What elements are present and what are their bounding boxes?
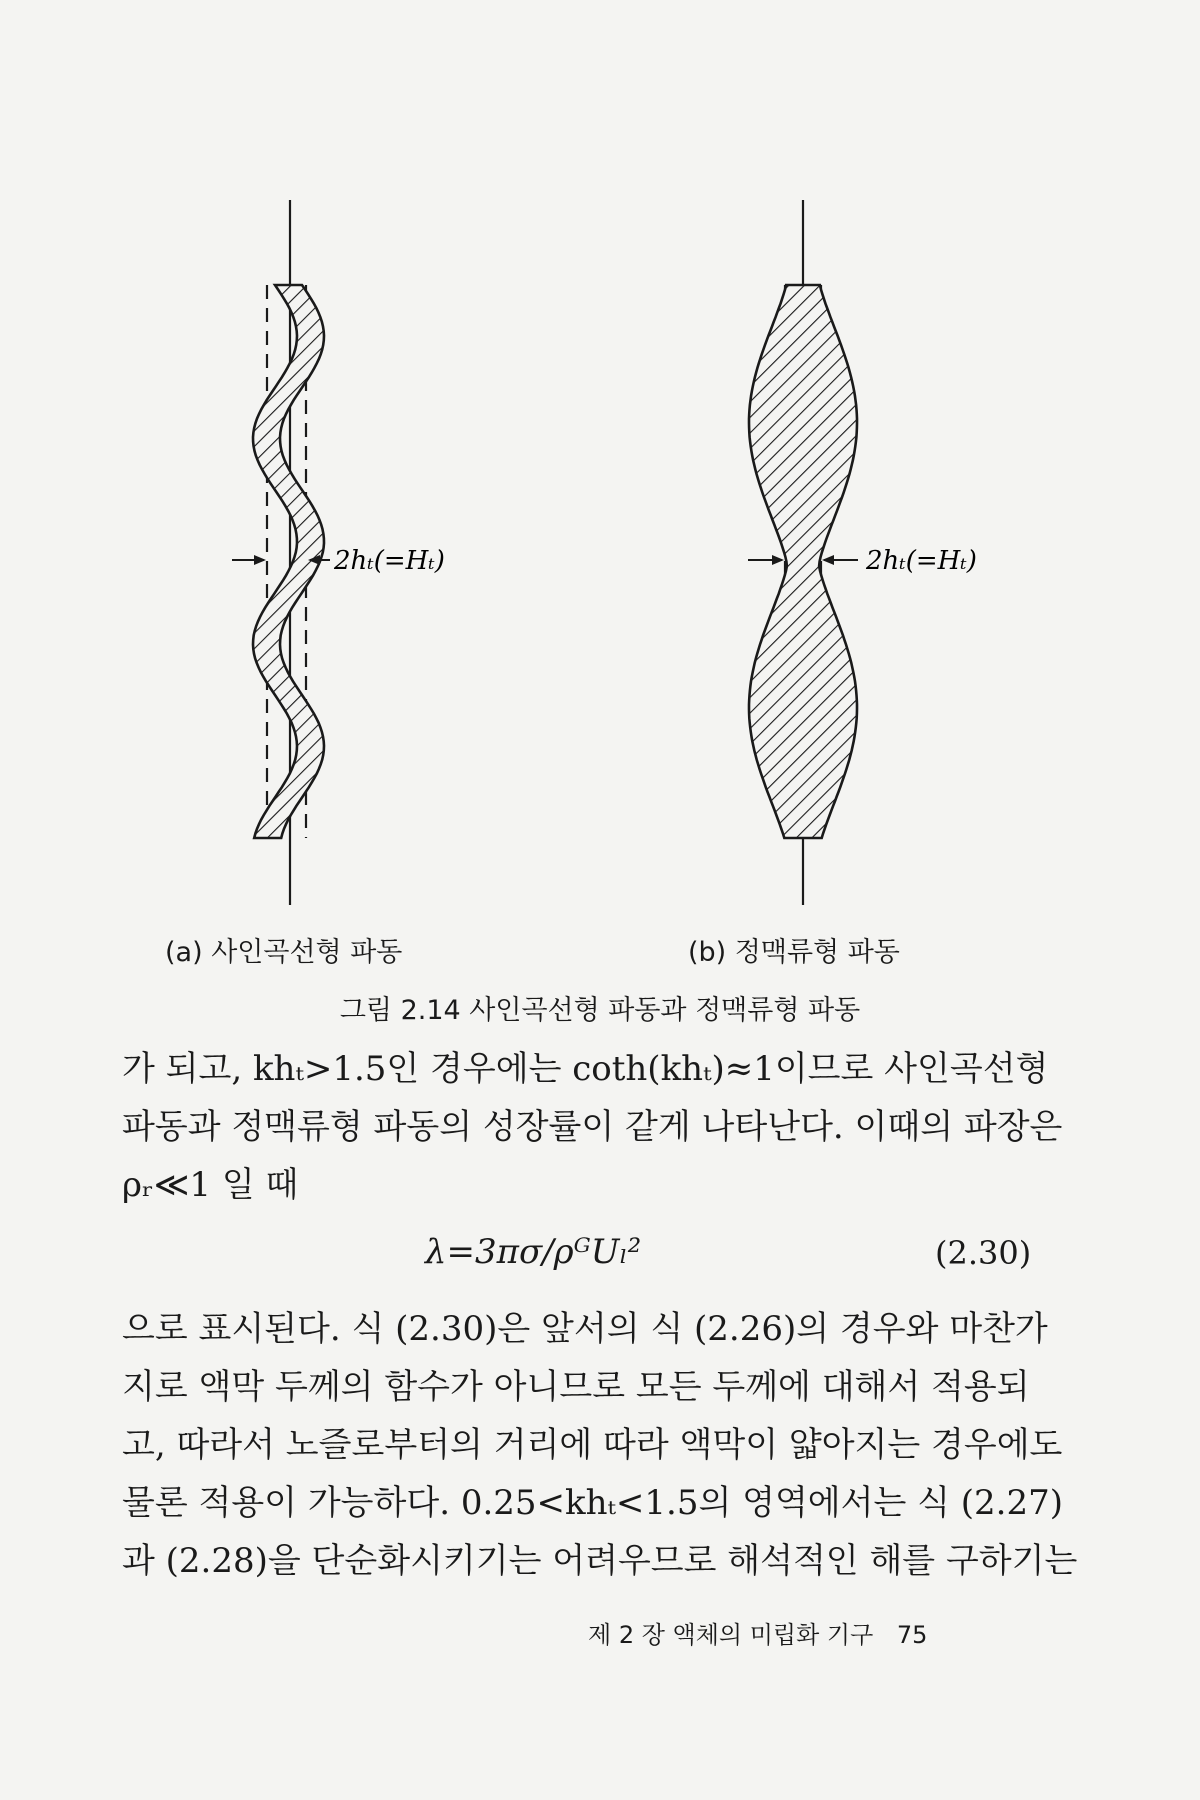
thickness-label-a: 2hₜ(=Hₜ)	[334, 546, 445, 576]
arrowhead-right	[822, 555, 834, 565]
thickness-label-b: 2hₜ(=Hₜ)	[866, 546, 977, 576]
chapter-title: 제 2 장 액체의 미립화 기구	[588, 1621, 874, 1649]
arrowhead-left	[254, 555, 266, 565]
equation-2-30: λ=3πσ/ρᴳUₗ²	[425, 1232, 642, 1272]
text-line: ρᵣ≪1 일 때	[122, 1165, 299, 1205]
running-footer	[588, 1615, 927, 1650]
varicose-wave-diagram	[748, 200, 977, 905]
paragraph-2	[122, 1300, 1077, 1590]
text-line: 파동과 정맥류형 파동의 성장률이 같게 나타난다. 이때의 파장은	[122, 1107, 1063, 1147]
sinuous-wave-diagram	[232, 200, 445, 905]
text-line: 과 (2.28)을 단순화시키기는 어려우므로 해석적인 해를 구하기는	[122, 1541, 1078, 1581]
text-line: 지로 액막 두께의 함수가 아니므로 모든 두께에 대해서 적용되	[122, 1367, 1030, 1407]
text-line: 가 되고, khₜ>1.5인 경우에는 coth(khₜ)≈1이므로 사인곡선형	[122, 1049, 1049, 1089]
text-line: 물론 적용이 가능하다. 0.25<khₜ<1.5의 영역에서는 식 (2.27)	[122, 1483, 1064, 1523]
caption-panel-a: (a) 사인곡선형 파동	[165, 937, 403, 968]
arrowhead-left	[772, 555, 784, 565]
caption-panel-b: (b) 정맥류형 파동	[688, 937, 900, 968]
text-line: 으로 표시된다. 식 (2.30)은 앞서의 식 (2.26)의 경우와 마찬가	[122, 1309, 1048, 1349]
page-number: 75	[896, 1621, 928, 1649]
varicose-sheet	[749, 285, 857, 838]
figure-title: 그림 2.14 사인곡선형 파동과 정맥류형 파동	[339, 995, 861, 1026]
text-line: 고, 따라서 노즐로부터의 거리에 따라 액막이 얇아지는 경우에도	[122, 1425, 1063, 1465]
paragraph-1	[122, 1040, 1062, 1214]
equation-number: (2.30)	[935, 1234, 1032, 1272]
